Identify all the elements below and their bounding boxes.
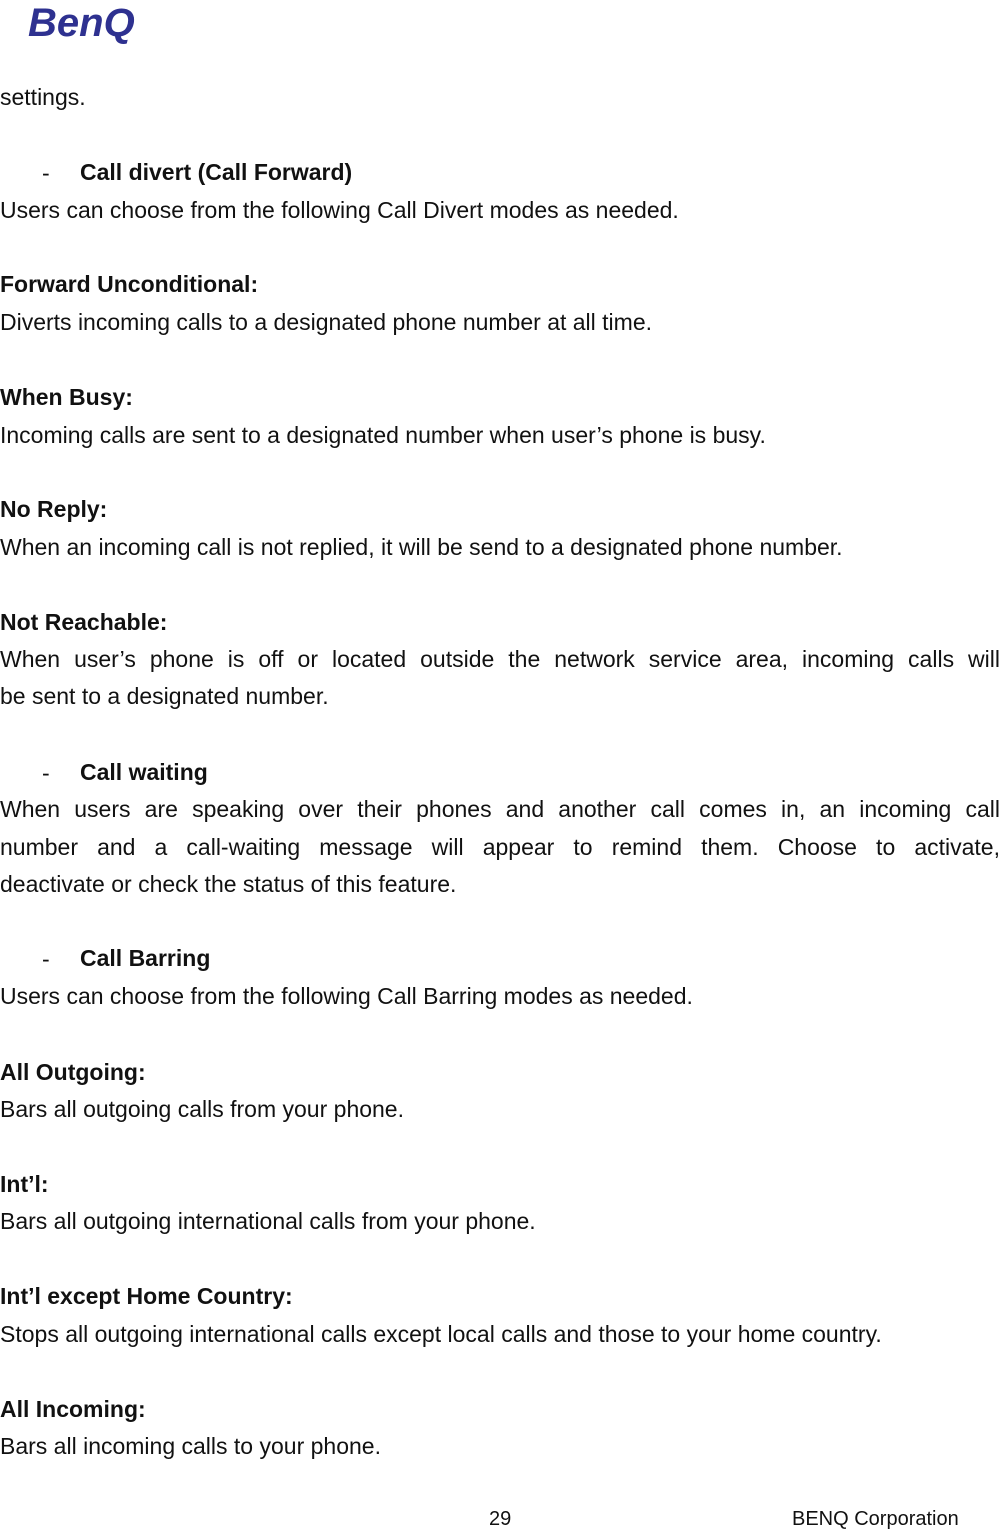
intl-desc: Bars all outgoing international calls from your phone. <box>0 1208 536 1234</box>
intro-line: settings. <box>0 84 86 110</box>
bullet-dash: - <box>42 160 50 186</box>
logo-text: BenQ <box>28 1 135 45</box>
bullet-dash: - <box>42 946 50 972</box>
call-waiting-heading: Call waiting <box>80 759 208 785</box>
all-outgoing-title: All Outgoing: <box>0 1059 146 1085</box>
intl-title: Int’l: <box>0 1171 49 1197</box>
call-waiting-desc-line2: number and a call-waiting message will appear to remind them. Choose to activate, <box>0 834 1000 860</box>
bullet-dash: - <box>42 760 50 786</box>
call-divert-desc: Users can choose from the following Call Divert modes as needed. <box>0 197 679 223</box>
no-reply-title: No Reply: <box>0 496 108 522</box>
call-waiting-desc-line3: deactivate or check the status of this feature. <box>0 871 457 897</box>
when-busy-desc: Incoming calls are sent to a designated number when user’s phone is busy. <box>0 422 766 448</box>
call-barring-desc: Users can choose from the following Call Barring modes as needed. <box>0 983 693 1009</box>
forward-unconditional-desc: Diverts incoming calls to a designated phone number at all time. <box>0 309 653 335</box>
intl-except-home-desc: Stops all outgoing international calls except local calls and those to your home country. <box>0 1321 882 1347</box>
not-reachable-desc-line1: When user’s phone is off or located outside the network service area, incoming calls will <box>0 646 1000 672</box>
when-busy-title: When Busy: <box>0 384 133 410</box>
not-reachable-title: Not Reachable: <box>0 609 168 635</box>
forward-unconditional-title: Forward Unconditional: <box>0 271 259 297</box>
intl-except-home-title: Int’l except Home Country: <box>0 1283 293 1309</box>
all-outgoing-desc: Bars all outgoing calls from your phone. <box>0 1096 404 1122</box>
benq-logo <box>22 0 192 54</box>
all-incoming-desc: Bars all incoming calls to your phone. <box>0 1433 381 1459</box>
page-number: 29 <box>489 1508 512 1530</box>
not-reachable-desc-line2: be sent to a designated number. <box>0 683 329 709</box>
company-name: BENQ Corporation <box>792 1508 959 1530</box>
no-reply-desc: When an incoming call is not replied, it will be send to a designated phone number. <box>0 534 843 560</box>
all-incoming-title: All Incoming: <box>0 1396 146 1422</box>
call-barring-heading: Call Barring <box>80 945 211 971</box>
call-waiting-desc-line1: When users are speaking over their phones and another call comes in, an incoming call <box>0 796 1000 822</box>
call-divert-heading: Call divert (Call Forward) <box>80 159 353 185</box>
